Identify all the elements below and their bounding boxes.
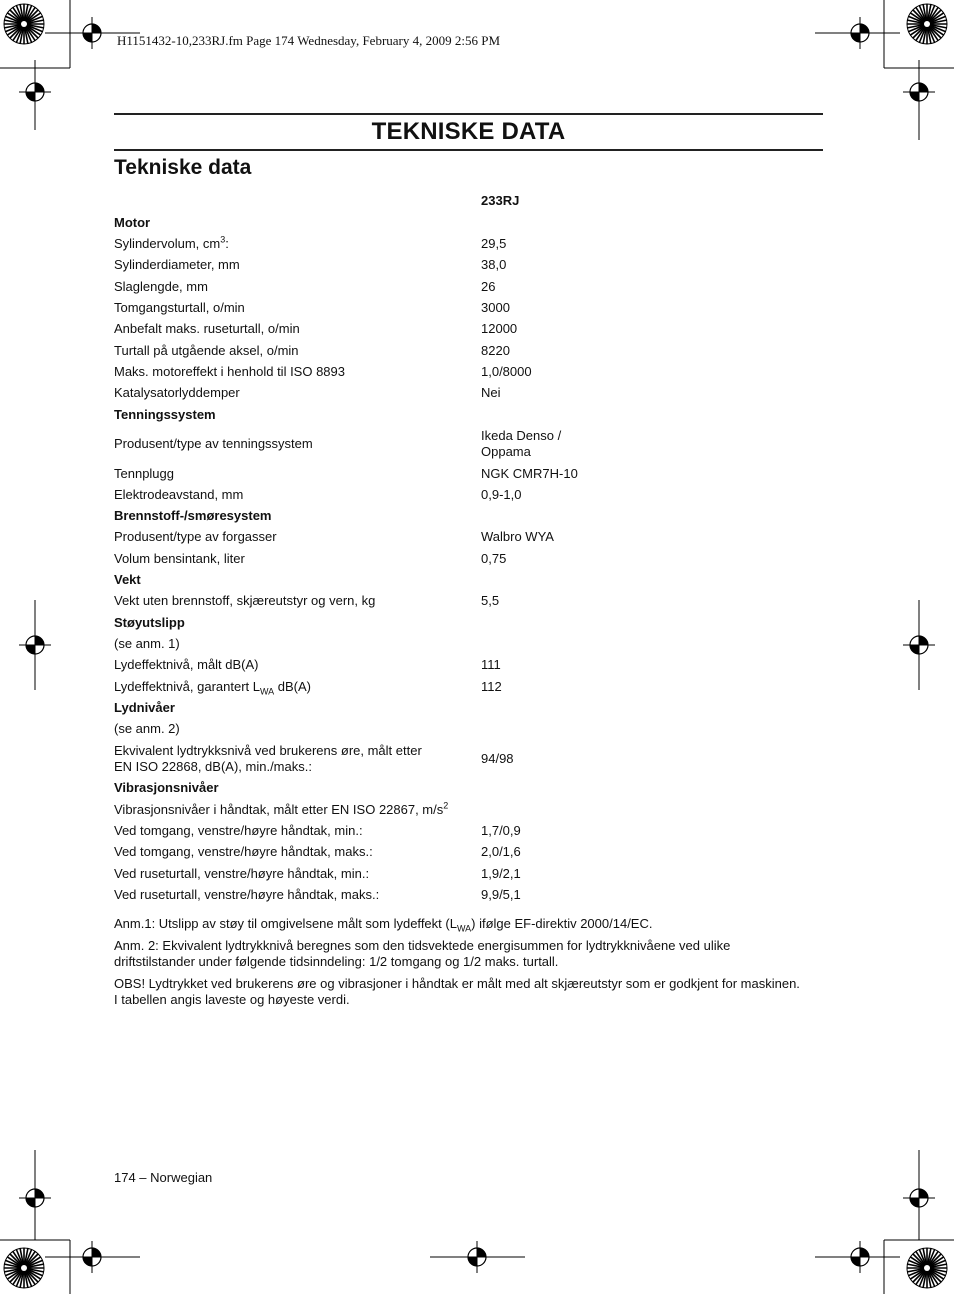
vib-race-min-value: 1,9/2,1 xyxy=(481,866,521,881)
obs-note: OBS! Lydtrykket ved brukerens øre og vibrasjoner i håndtak er målt med alt skjæreutstyr som er godkjent for maskinen. I tabellen angis laveste og høyeste verdi. xyxy=(114,976,800,1007)
weight-value: 5,5 xyxy=(481,593,500,608)
file-header: H1151432-10,233RJ.fm Page 174 Wednesday, February 4, 2009 2:56 PM xyxy=(117,33,501,48)
vibration-intro-label: Vibrasjonsnivåer i håndtak, målt etter EN ISO 22867, $m/s^2$ xyxy=(114,800,449,817)
section-title: Tekniske data xyxy=(114,156,252,179)
max-power-value: 1,0/8000 xyxy=(481,364,532,379)
carburettor-value: Walbro WYA xyxy=(481,529,554,544)
see-note2: (se anm. 2) xyxy=(114,721,180,736)
model-header: 233RJ xyxy=(481,193,520,208)
equiv-pressure-value: 94/98 xyxy=(481,751,514,766)
banner-title: TEKNISKE DATA xyxy=(371,118,566,145)
cyl-diameter-label: Sylinderdiameter, mm xyxy=(114,257,240,272)
carburettor-label: Produsent/type av forgasser xyxy=(114,529,277,544)
sound-power-measured-label: Lydeffektnivå, målt dB(A) xyxy=(114,657,259,672)
see-note1: (se anm. 1) xyxy=(114,636,180,651)
sound-power-measured-value: 111 xyxy=(481,657,501,672)
sound-power-guaranteed-label: Lydeffektnivå, garantert $L_{WA}$ dB(A) xyxy=(114,679,311,697)
banner-top-rule xyxy=(114,113,823,115)
output-shaft-label: Turtall på utgående aksel, o/min xyxy=(114,343,299,358)
idle-value: 3000 xyxy=(481,300,510,315)
note2: Anm. 2: Ekvivalent lydtrykknivå beregnes som den tidsvektede energisummen for lydtrykknivåene ved ulike driftstilstander under følgende tidsinndeling: 1/2 tomgang og 1/2 maks. turtall. xyxy=(114,938,731,969)
max-race-label: Anbefalt maks. ruseturtall, o/min xyxy=(114,321,300,336)
vib-race-max-value: 9,9/5,1 xyxy=(481,887,521,902)
electrode-gap-label: Elektrodeavstand, mm xyxy=(114,487,244,502)
output-shaft-value: 8220 xyxy=(481,343,510,358)
stroke-label: Slaglengde, mm xyxy=(114,279,208,294)
catalytic-value: Nei xyxy=(481,385,501,400)
idle-label: Tomgangsturtall, o/min xyxy=(114,300,245,315)
fuel-tank-label: Volum bensintank, liter xyxy=(114,551,245,566)
noise-emissions-heading: Støyutslipp xyxy=(114,615,185,630)
ignition-heading: Tenningssystem xyxy=(114,407,216,422)
catalytic-label: Katalysatorlyddemper xyxy=(114,385,240,400)
fuel-heading: Brennstoff-/smøresystem xyxy=(114,508,272,523)
motor-heading: Motor xyxy=(114,215,151,230)
cyl-volume-label: Sylindervolum, $cm^3$: xyxy=(114,234,229,251)
vibration-heading: Vibrasjonsnivåer xyxy=(114,780,219,795)
spark-plug-value: NGK CMR7H-10 xyxy=(481,466,578,481)
page-footer: 174 – Norwegian xyxy=(114,1170,213,1185)
ignition-mfr-label: Produsent/type av tenningssystem xyxy=(114,436,313,451)
vib-idle-max-label: Ved tomgang, venstre/høyre håndtak, maks.: xyxy=(114,844,373,859)
vib-race-min-label: Ved ruseturtall, venstre/høyre håndtak, min.: xyxy=(114,866,370,881)
spark-plug-label: Tennplugg xyxy=(114,466,174,481)
banner-bottom-rule xyxy=(114,149,823,151)
vib-idle-min-label: Ved tomgang, venstre/høyre håndtak, min.: xyxy=(114,823,363,838)
sound-levels-heading: Lydnivåer xyxy=(114,700,175,715)
stroke-value: 26 xyxy=(481,279,496,294)
vib-idle-max-value: 2,0/1,6 xyxy=(481,844,521,859)
fuel-tank-value: 0,75 xyxy=(481,551,507,566)
vib-race-max-label: Ved ruseturtall, venstre/høyre håndtak, maks.: xyxy=(114,887,380,902)
weight-heading: Vekt xyxy=(114,572,141,587)
max-power-label: Maks. motoreffekt i henhold til ISO 8893 xyxy=(114,364,345,379)
ignition-mfr-value: Ikeda Denso / Oppama xyxy=(481,428,562,459)
weight-label: Vekt uten brennstoff, skjæreutstyr og vern, kg xyxy=(114,593,376,608)
vib-idle-min-value: 1,7/0,9 xyxy=(481,823,521,838)
cyl-volume-value: 29,5 xyxy=(481,236,507,251)
cyl-diameter-value: 38,0 xyxy=(481,257,507,272)
equiv-pressure-label: Ekvivalent lydtrykksnivå ved brukerens øre, målt etter EN ISO 22868, dB(A), min./maks.: xyxy=(114,743,422,774)
sound-power-guaranteed-value: 112 xyxy=(481,679,502,694)
max-race-value: 12000 xyxy=(481,321,518,336)
electrode-gap-value: 0,9-1,0 xyxy=(481,487,522,502)
note1: Anm.1: Utslipp av støy til omgivelsene målt som lydeffekt $(L_{WA})$ ifølge EF-direktiv 2000/14/EC. xyxy=(114,916,653,934)
